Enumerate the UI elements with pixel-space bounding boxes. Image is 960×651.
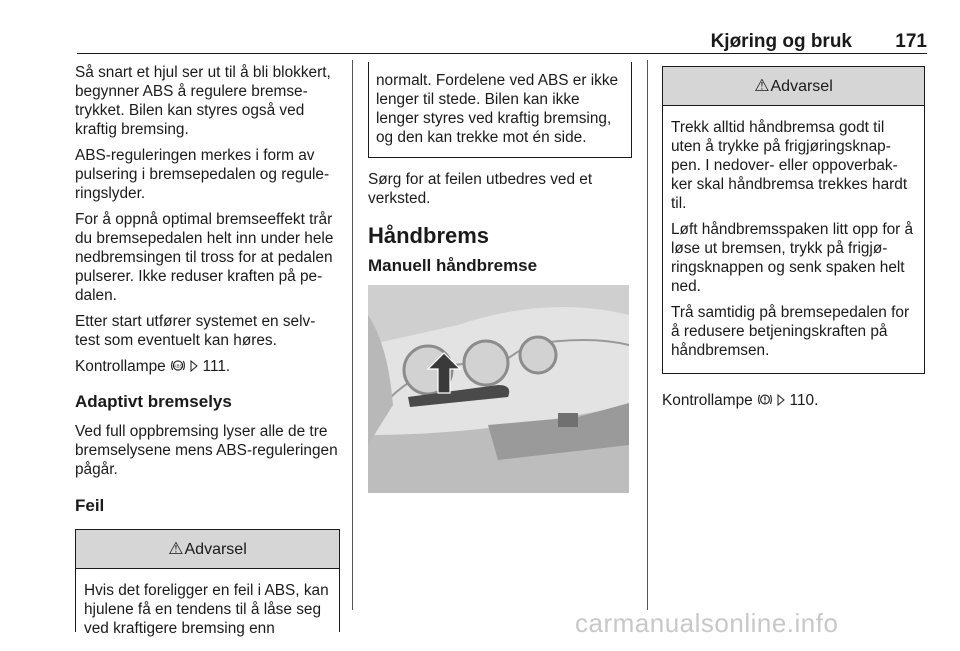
svg-text:ABS: ABS (173, 363, 183, 369)
page-reference-icon (777, 392, 789, 409)
workshop-paragraph: Sørg for at feilen utbedres ved et verksted. (368, 171, 593, 207)
warning-paragraph-3: Trå samtidig på bremsepedalen for å redusere betjeningskraften på håndbremsen. (671, 304, 910, 359)
control-lamp-paragraph: Kontrollampe 110. (662, 392, 819, 409)
warning-body (663, 106, 924, 373)
abs-paragraph-5: Kontrollampe ABS 111. (75, 358, 231, 375)
warning-text: Hvis det foreligger en feil i ABS, kan hjulene få en tendens til å låse seg ved kraftigere bremsing enn (84, 582, 329, 637)
column-2 (368, 62, 632, 493)
heading-manuell-handbremse: Manuell håndbremse (368, 256, 538, 275)
warning-box-continued (368, 62, 632, 158)
warning-body (76, 569, 339, 651)
abs-paragraph-2: ABS-reguleringen merkes i form av pulsering i bremsepedalen og regule-ringslyder. (75, 147, 330, 202)
abs-paragraph-1: Så snart et hjul ser ut til å bli blokkert, begynner ABS å regulere bremse-trykket. Bilen kan styres også ved kraftig bremsing. (75, 64, 331, 138)
column-divider-2 (647, 60, 648, 610)
page-reference-icon (190, 358, 202, 375)
heading-feil: Feil (75, 496, 105, 515)
warning-paragraph-2: Løft håndbremsspaken litt opp for å løse ut bremsen, trykk på frigjø-ringsknappen og senk spaken helt ned. (671, 221, 914, 295)
warning-triangle-icon: ⚠ (754, 76, 770, 95)
warning-header: ⚠Advarsel (663, 67, 924, 106)
brake-lamp-icon (757, 392, 777, 409)
heading-handbrems: Håndbrems (368, 223, 490, 248)
warning-box-handbrake (662, 66, 925, 374)
heading-adaptive-brake-light: Adaptivt bremselys (75, 392, 232, 411)
column-3 (662, 66, 925, 417)
warning-box-abs (75, 529, 340, 637)
abs-paragraph-3: For å oppnå optimal bremseeffekt trår du bremsepedalen helt inn under hele nedbremsingen til tross for at pedalen pulserer. Ikke reduser kraften på pe-dalen. (75, 211, 334, 304)
column-1 (75, 63, 340, 637)
warning-paragraph-1: Trekk alltid håndbremsa godt til uten å trykke på frigjøringsknap-pen. I nedover- eller oppoverbak-ker skal håndbremsa trekkes hardt til. (671, 119, 908, 212)
abs-lamp-icon (170, 358, 190, 375)
adaptive-brake-paragraph: Ved full oppbremsing lyser alle de tre bremselysene mens ABS-reguleringen pågår. (75, 423, 338, 478)
page-number: 171 (895, 31, 927, 52)
page-header-title: Kjøring og bruk (710, 31, 852, 52)
watermark: carmanualsonline.info (575, 608, 839, 638)
warning-header: ⚠Advarsel (76, 530, 339, 569)
handbrake-illustration (368, 285, 629, 493)
warning-triangle-icon: ⚠ (168, 539, 184, 558)
header-rule (77, 53, 927, 54)
abs-paragraph-4: Etter start utfører systemet en selv-test som eventuelt kan høres. (75, 313, 316, 349)
column-divider-1 (352, 60, 353, 610)
warning-continued-text: normalt. Fordelene ved ABS er ikke lenger til stede. Bilen kan ikke lenger styres ved kraftig bremsing, og den kan trekke mot én side. (376, 72, 619, 146)
